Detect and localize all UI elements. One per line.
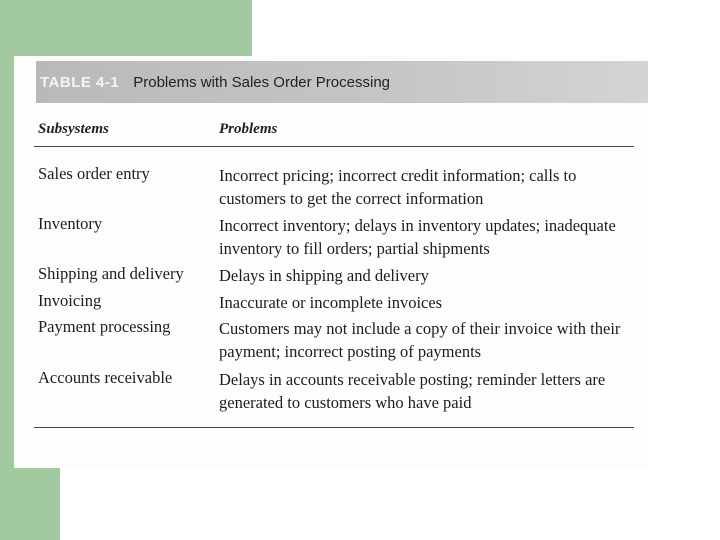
problem-cell: Customers may not include a copy of their invoice with their payment; incorrect posting of payments: [219, 319, 621, 361]
subsystem-cell: Invoicing: [38, 291, 102, 310]
table-scan: [14, 56, 648, 468]
header-rule: [34, 146, 634, 147]
table-title: Problems with Sales Order Processing: [133, 73, 390, 91]
table-row: [14, 317, 648, 368]
subsystem-cell: Sales order entry: [38, 164, 150, 183]
footer-rule: [34, 427, 634, 428]
table-header-band: [36, 61, 648, 103]
table-row: [14, 214, 648, 264]
subsystem-cell: Accounts receivable: [38, 368, 173, 387]
table-body: [14, 164, 648, 418]
problem-cell: Incorrect inventory; delays in inventory updates; inadequate inventory to fill orders; partial shipments: [219, 216, 616, 258]
subsystem-cell: Inventory: [38, 214, 103, 233]
problem-cell: Incorrect pricing; incorrect credit information; calls to customers to get the correct information: [219, 166, 577, 208]
subsystem-cell: Shipping and delivery: [38, 264, 184, 283]
table-row: [14, 164, 648, 214]
problem-cell: Delays in accounts receivable posting; reminder letters are generated to customers who have paid: [219, 370, 606, 412]
table-row: [14, 368, 648, 418]
table-row: [14, 291, 648, 317]
column-header-problems: Problems: [219, 121, 278, 137]
column-header-subsystems: Subsystems: [38, 121, 109, 137]
problem-cell: Delays in shipping and delivery: [219, 266, 429, 285]
subsystem-cell: Payment processing: [38, 317, 171, 336]
table-row: [14, 264, 648, 291]
table-label: TABLE 4-1: [40, 73, 120, 91]
problem-cell: Inaccurate or incomplete invoices: [219, 293, 443, 312]
